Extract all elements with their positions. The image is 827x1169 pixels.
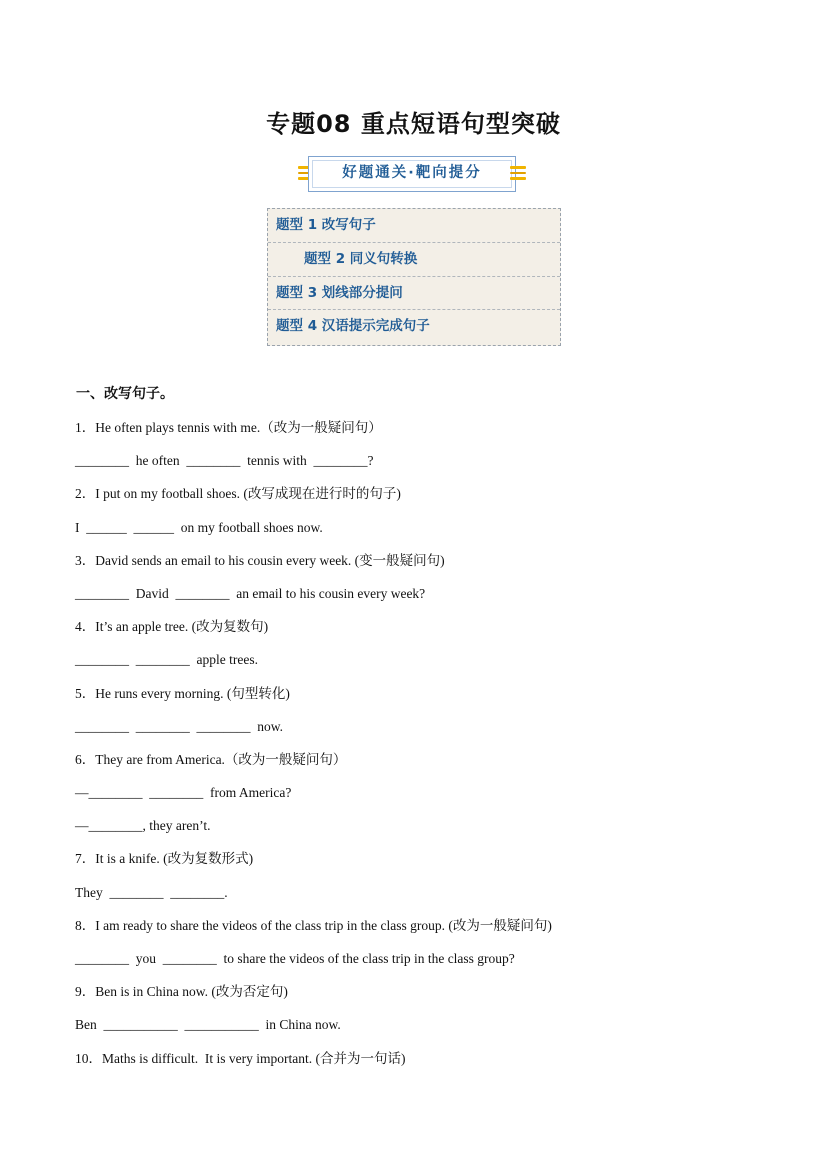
question-7: 7．It is a knife. (改为复数形式)	[75, 851, 254, 867]
type-item-1: 题型 1 改写句子	[268, 209, 560, 243]
banner	[298, 155, 528, 195]
answer-6b: —________, they aren’t.	[75, 818, 211, 834]
question-9: 9．Ben is in China now. (改为否定句)	[75, 984, 288, 1000]
exercise-lines	[75, 414, 775, 1078]
answer-9: Ben ___________ ___________ in China now.	[75, 1017, 341, 1033]
page-title: 专题08 重点短语句型突破	[266, 110, 561, 138]
section-title: 一、改写句子。	[76, 386, 174, 402]
banner-label: 好题通关·靶向提分	[308, 156, 516, 192]
question-2: 2．I put on my football shoes. (改写成现在进行时的句子)	[75, 486, 401, 502]
answer-3: ________ David ________ an email to his cousin every week?	[75, 585, 426, 601]
question-10: 10．Maths is difficult. It is very important. (合并为一句话)	[75, 1050, 406, 1066]
question-5: 5．He runs every morning. (句型转化)	[75, 685, 290, 701]
answer-8: ________ you ________ to share the videos of the class trip in the class group?	[75, 951, 515, 966]
answer-5: ________ ________ ________ now.	[75, 718, 283, 734]
question-4: 4．It’s an apple tree. (改为复数句)	[75, 619, 269, 635]
question-1: 1．He often plays tennis with me.（改为一般疑问句）	[75, 420, 382, 435]
banner-right-bars-icon	[510, 166, 526, 182]
answer-4: ________ ________ apple trees.	[75, 652, 258, 668]
answer-6a: —________ ________ from America?	[75, 785, 292, 801]
type-item-2: 题型 2 同义句转换	[268, 243, 560, 277]
answer-7: They ________ ________.	[75, 884, 228, 900]
type-item-3: 题型 3 划线部分提问	[268, 277, 560, 311]
answer-2: I ______ ______ on my football shoes now.	[75, 519, 323, 535]
question-3: 3．David sends an email to his cousin every week. (变一般疑问句)	[75, 552, 445, 568]
question-8: 8．I am ready to share the videos of the class trip in the class group. (改为一般疑问句)	[75, 917, 552, 933]
question-type-list	[267, 208, 561, 346]
type-item-4: 题型 4 汉语提示完成句子	[276, 318, 430, 335]
question-6: 6．They are from America.（改为一般疑问句）	[75, 751, 347, 767]
answer-1: ________ he often ________ tennis with ________?	[75, 453, 374, 469]
